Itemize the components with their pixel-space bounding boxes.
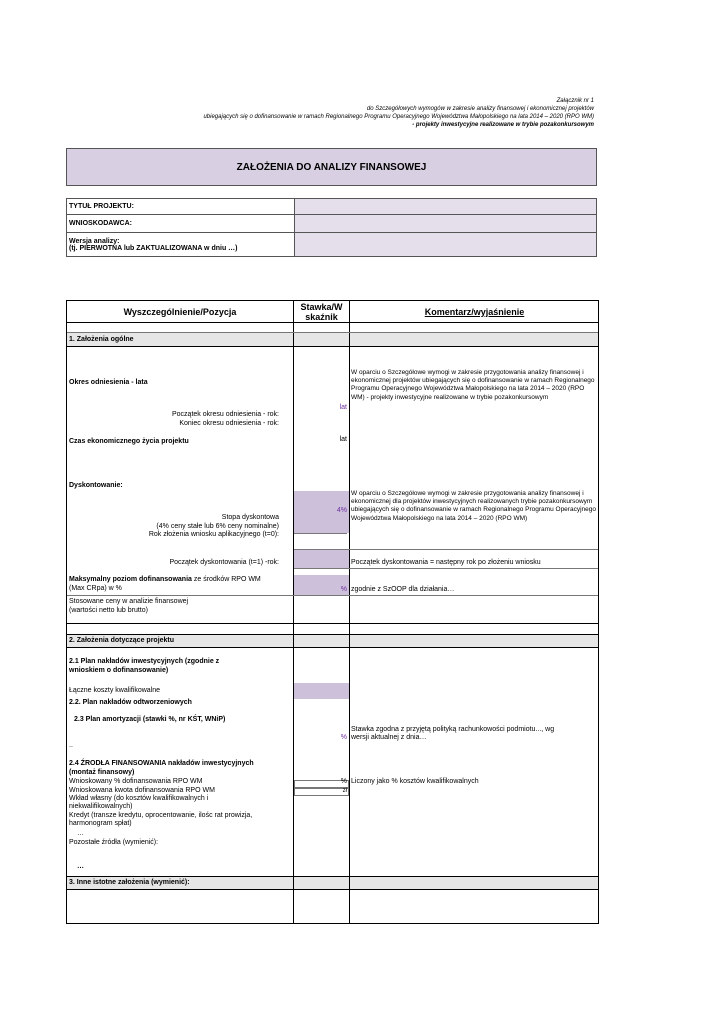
discount-start-label: Początek dyskontowania (t=1) -rok: bbox=[169, 559, 279, 566]
row-divider bbox=[67, 595, 598, 596]
max-funding-label-2: (Max CRpa) w % bbox=[69, 585, 122, 592]
prices-label-2: (wartości netto lub brutto) bbox=[69, 607, 148, 614]
investment-plan-line2: wnioskiem o dofinansowanie) bbox=[69, 667, 169, 674]
depreciation-unit: % bbox=[340, 734, 347, 741]
depreciation-comment-2: wersji aktualnej z dnia… bbox=[351, 734, 427, 741]
header-line-3: ubiegających się o dofinansowanie w ramach Regionalnego Programu Operacyjnego Województwa Małopolskiego na lata 2014 – 2020 (RPO WM) bbox=[203, 114, 594, 120]
funding-sources-line1: 2.4 ŹRODŁA FINANSOWANIA nakładów inwestycyjnych bbox=[69, 760, 254, 767]
applicant-field[interactable] bbox=[295, 215, 597, 233]
funding-amount-unit: zł bbox=[342, 788, 347, 794]
row-divider bbox=[67, 876, 598, 877]
reference-period-label: Okres odniesienia - lata bbox=[69, 379, 148, 386]
max-funding-label-rest: ze środków RPO WM bbox=[191, 576, 261, 583]
max-funding-unit: % bbox=[340, 586, 347, 593]
funding-percent-unit: % bbox=[340, 778, 347, 785]
credit-line1: Kredyt (transze kredytu, oprocentowanie, ilośc rat prowizja, bbox=[69, 812, 253, 819]
funding-percent-comment: Liczony jako % kosztów kwalifikowalnych bbox=[351, 778, 479, 785]
row-divider bbox=[67, 889, 598, 890]
row-divider bbox=[294, 549, 598, 550]
row-divider bbox=[67, 623, 598, 624]
depreciation-plan-label: 2.3 Plan amortyzacji (stawki %, nr KŚT, WNiP) bbox=[74, 716, 226, 723]
row-divider bbox=[67, 647, 598, 648]
eligible-costs-label: Łączne koszty kwalifikowalne bbox=[69, 687, 161, 694]
header-line-2: do Szczegółowych wymogów w zakresie analizy finansowej i ekonomicznej projektów bbox=[366, 106, 594, 112]
analysis-version-field[interactable] bbox=[295, 233, 597, 257]
row-divider bbox=[67, 346, 598, 347]
column-header-rate bbox=[294, 302, 349, 322]
max-funding-label bbox=[69, 576, 261, 584]
section-2-title: 2. Założenia dotyczące projektu bbox=[69, 637, 175, 644]
section-3-title: 3. Inne istotne założenia (wymienić): bbox=[69, 879, 190, 886]
replacement-plan-label: 2.2. Plan nakładów odtworzeniowych bbox=[69, 699, 192, 706]
investment-plan-line1: 2.1 Plan nakładów inwestycyjnych (zgodnie z bbox=[69, 658, 220, 665]
rate-header-line1: Stawka/W bbox=[300, 302, 343, 312]
ellipsis: .. bbox=[69, 742, 73, 749]
section-1-band bbox=[67, 333, 598, 346]
other-sources-label: Pozostałe źródła (wymienić): bbox=[69, 839, 159, 846]
assumptions-table bbox=[66, 300, 599, 924]
column-divider-1 bbox=[293, 301, 294, 923]
header-line-4: - projekty inwestycyjne realizowane w trybie pozakonkursowym bbox=[412, 122, 594, 128]
row-divider bbox=[67, 332, 598, 333]
max-funding-comment: zgodnie z SzOOP dla działania… bbox=[351, 586, 455, 593]
reference-period-comment: W oparciu o Szczegółowe wymogi w zakresie przygotowania analizy finansowej i ekonomicznej projektów ubiegających się o dofinansowanie w ramach Regionalnego Programu Operacyjnego Województwa Małopolskiego na lata 2014 – 2020 (RPO WM) - projekty inwestycyjne realizowane w trybie pozakonkursowym bbox=[351, 369, 595, 401]
prices-label-1: Stosowane ceny w analizie finansowej bbox=[69, 598, 189, 605]
row-divider bbox=[67, 634, 598, 635]
rate-header-line2: skaźnik bbox=[305, 312, 338, 322]
document-title-text: ZAŁOŻENIA DO ANALIZY FINANSOWEJ bbox=[236, 161, 427, 173]
header-divider bbox=[67, 322, 598, 323]
application-year-label: Rok złożenia wniosku aplikacyjnego (t=0): bbox=[148, 531, 279, 538]
applicant-label: WNIOSKODAWCA: bbox=[67, 215, 295, 233]
discount-start-comment: Początek dyskontowania = następny rok po złożeniu wniosku bbox=[351, 559, 541, 566]
column-divider-2 bbox=[349, 301, 350, 923]
analysis-version-line2: (tj. PIERWOTNA lub ZAKTUALIZOWANA w dniu …) bbox=[69, 244, 238, 252]
credit-line2: harmonogram spłat) bbox=[69, 820, 132, 827]
discount-rate-value: 4% bbox=[336, 507, 347, 514]
ellipsis: … bbox=[77, 863, 84, 870]
analysis-version-label bbox=[67, 233, 295, 257]
analysis-version-line1: Wersja analizy: bbox=[69, 237, 120, 245]
discounting-label: Dyskontowanie: bbox=[69, 482, 123, 489]
row-divider bbox=[294, 568, 598, 569]
column-header-comment: Komentarz/wyjaśnienie bbox=[424, 307, 525, 317]
reference-period-start: Początek okresu odniesienia - rok: bbox=[172, 411, 279, 418]
discounting-comment: W oparciu o Szczegółowe wymogi w zakresie przygotowania analizy finansowej i ekonomicznej dla projektów inwestycyjnych realizowanych trybie pozakonkursowym ubiegających się o dofinansowanie w ramach Regionalnego Programu Operacyjnego Województwa Małopolskiego na lata 2014 – 2020 (RPO WM) bbox=[351, 490, 596, 522]
section-1-title: 1. Założenia ogólne bbox=[69, 336, 134, 343]
discount-rate-label: Stopa dyskontowa bbox=[221, 514, 279, 521]
funding-amount-label: Wnioskowana kwota dofinansowania RPO WM bbox=[69, 787, 215, 794]
project-title-field[interactable] bbox=[295, 199, 597, 215]
attachment-number: Załącznik nr 1 bbox=[556, 98, 594, 104]
project-info-table bbox=[66, 198, 597, 257]
max-funding-label-bold: Maksymalny poziom dofinansowania bbox=[69, 576, 192, 583]
discount-rate-note: (4% ceny stałe lub 6% ceny nominalne) bbox=[156, 523, 279, 530]
own-contribution-line1: Wkład własny (do kosztów kwalifikowalnych i bbox=[69, 795, 209, 802]
funding-percent-label: Wnioskowany % dofinansowania RPO WM bbox=[69, 778, 203, 785]
document-title bbox=[66, 148, 597, 186]
funding-sources-line2: (montaż finansowy) bbox=[69, 769, 135, 776]
economic-life-unit: lat bbox=[339, 436, 347, 443]
eligible-costs-cell[interactable] bbox=[294, 683, 349, 699]
ellipsis: … bbox=[77, 830, 84, 837]
column-header-item: Wyszczególnienie/Pozycja bbox=[123, 307, 237, 317]
own-contribution-line2: niekwalifikowalnych) bbox=[69, 803, 133, 810]
reference-period-end: Koniec okresu odniesienia - rok: bbox=[179, 420, 279, 427]
discount-start-cell[interactable] bbox=[294, 549, 349, 568]
row-divider bbox=[294, 533, 347, 534]
depreciation-comment-1: Stawka zgodna z przyjętą polityką rachunkowości podmiotu..., wg bbox=[351, 726, 555, 733]
project-title-label: TYTUŁ PROJEKTU: bbox=[67, 199, 295, 215]
economic-life-label: Czas ekonomicznego życia projektu bbox=[69, 438, 189, 445]
reference-period-unit: lat bbox=[339, 404, 347, 411]
